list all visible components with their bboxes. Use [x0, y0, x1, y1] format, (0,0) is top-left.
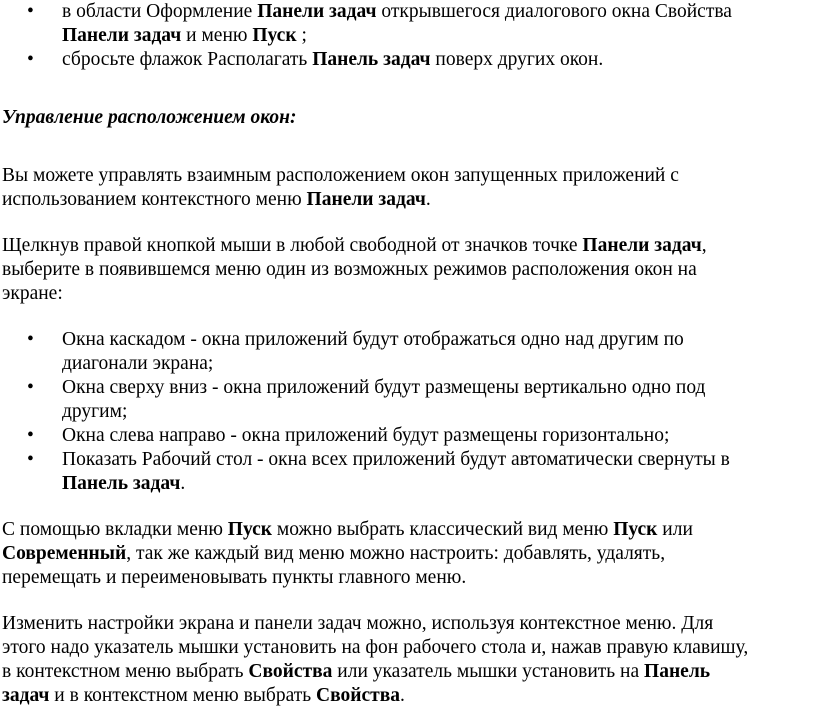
bold-term: Панели задач — [62, 25, 182, 46]
text-run: Щелкнув правой кнопкой мыши в любой свободной от значков точке — [2, 235, 583, 256]
bold-term: Пуск — [227, 519, 273, 540]
bold-term: Пуск — [613, 519, 658, 540]
text-line: • Окна сверху вниз - окна приложений будут размещены вертикально одно под — [62, 377, 706, 398]
text-run: поверх других окон. — [430, 49, 604, 70]
bullet-list-window-modes — [0, 328, 816, 496]
paragraph-context-menu — [0, 164, 816, 212]
text-run: . — [425, 189, 431, 210]
text-line — [62, 24, 816, 48]
bullet-list-taskbar-settings — [0, 0, 816, 72]
bold-term: Панель — [644, 661, 711, 682]
text-line: • Окна слева направо - окна приложений будут размещены горизонтально; — [62, 425, 670, 446]
list-item — [0, 376, 816, 424]
bold-term: Панель задач — [62, 473, 181, 494]
text-run: перемещать и переименовывать пункты главного меню. — [2, 567, 467, 588]
text-run: сбросьте флажок Располагать — [62, 49, 313, 70]
list-item — [0, 424, 816, 448]
paragraph-screen-settings — [0, 612, 816, 708]
text-run: Изменить настройки экрана и панели задач можно, используя контекстное меню. Для — [2, 613, 714, 634]
text-run: этого надо указатель мышки установить на фон рабочего стола и, нажав правую клавишу, — [2, 637, 749, 658]
text-run: открывшегося диалогового окна Свойства — [376, 1, 732, 22]
text-line — [62, 0, 816, 24]
text-run: и меню — [181, 25, 253, 46]
text-line: другим; — [62, 401, 128, 422]
text-run: , так же каждый вид меню можно настроить: добавлять, удалять, — [126, 543, 666, 564]
bold-term: Пуск — [252, 25, 297, 46]
list-item — [0, 48, 816, 72]
text-run: или указатель мышки установить на — [332, 661, 645, 682]
text-run: использованием контекстного меню — [2, 189, 307, 210]
text-line — [62, 472, 816, 496]
bold-term: Панели задач — [306, 189, 426, 210]
bold-term: Панели задач — [257, 1, 377, 22]
text-line: • Показать Рабочий стол - окна всех приложений будут автоматически свернуты в — [62, 449, 730, 470]
text-run: . — [180, 473, 186, 494]
list-item — [0, 448, 816, 496]
bold-term: Свойства — [316, 685, 401, 706]
bold-term: Панели задач — [582, 235, 702, 256]
text-line — [62, 48, 816, 72]
text-run: ; — [296, 25, 307, 46]
list-item — [0, 0, 816, 48]
bold-term: Панель задач — [312, 49, 431, 70]
bold-term: Современный — [2, 543, 127, 564]
list-item — [0, 328, 816, 376]
bold-term: Свойства — [248, 661, 333, 682]
text-line: диагонали экрана; — [62, 353, 214, 374]
text-run: можно выбрать классический вид меню — [272, 519, 614, 540]
text-run: Вы можете управлять взаимным расположением окон запущенных приложений с — [2, 165, 679, 186]
text-run: . — [400, 685, 405, 706]
paragraph-start-menu — [0, 518, 816, 590]
text-run: выберите в появившемся меню один из возможных режимов расположения окон на — [2, 259, 697, 280]
text-run: и в контекстном меню выбрать — [49, 685, 317, 706]
section-heading: Управление расположением окон: — [2, 107, 297, 128]
text-run: или — [657, 519, 693, 540]
bold-term: задач — [2, 685, 50, 706]
text-line: • Окна каскадом - окна приложений будут отображаться одно над другим по — [62, 329, 684, 350]
text-run: экране: — [2, 283, 63, 304]
text-run: , — [701, 235, 707, 256]
paragraph-right-click — [0, 234, 816, 306]
text-run: в области Оформление — [62, 1, 258, 22]
text-run: в контекстном меню выбрать — [2, 661, 249, 682]
text-run: С помощью вкладки меню — [2, 519, 228, 540]
